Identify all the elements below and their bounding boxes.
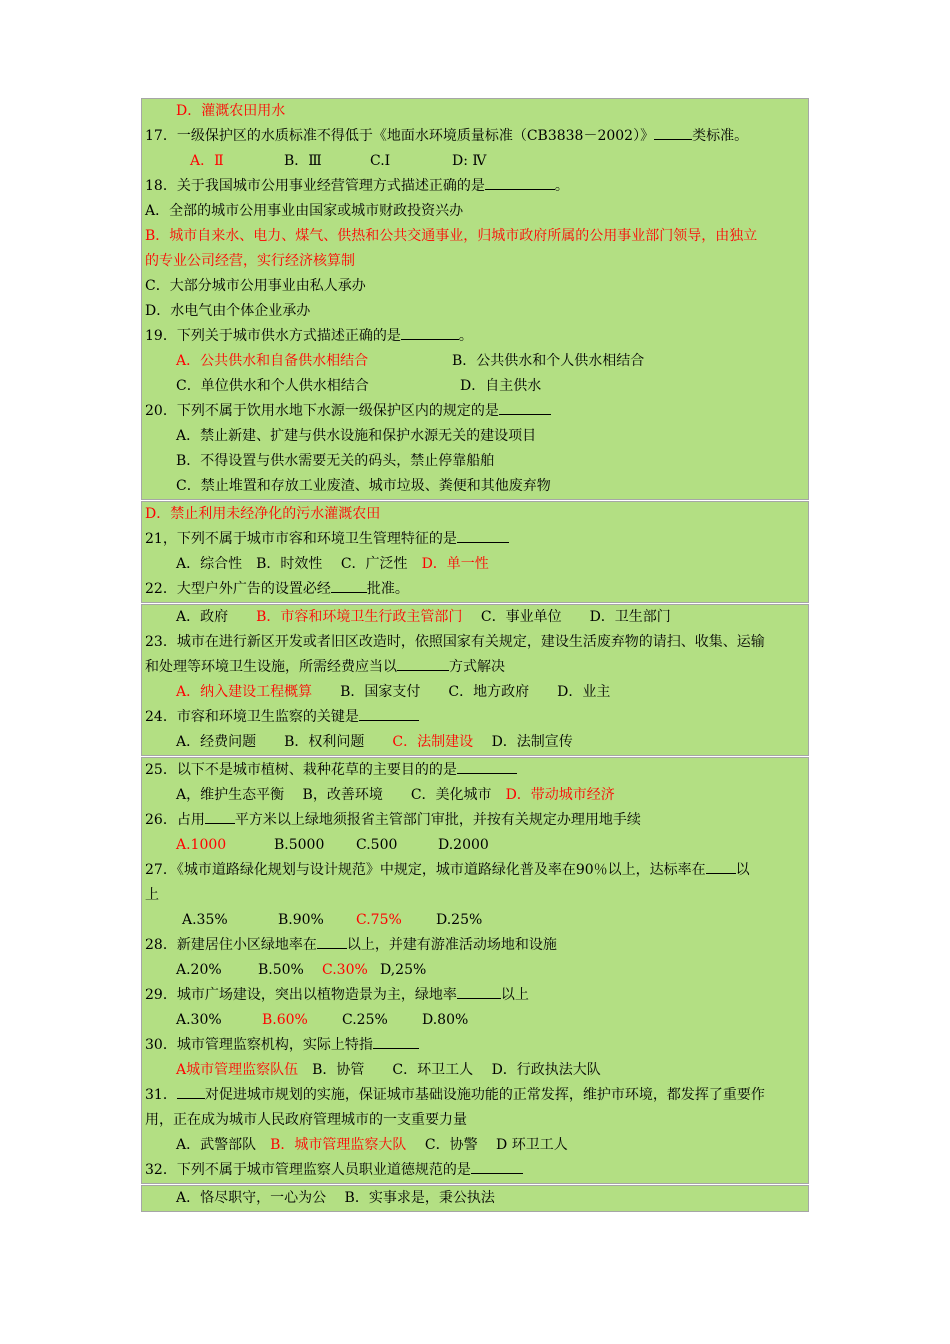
question-text: C．事业单位 D．卫生部门 (462, 609, 671, 625)
answer-blank (457, 761, 517, 774)
correct-answer-text: C.75% (356, 912, 402, 928)
answer-blank (373, 1036, 419, 1049)
question-text: C.Ⅰ (370, 153, 391, 169)
text-line (142, 349, 808, 374)
question-text: 。 (458, 328, 473, 344)
text-line (142, 1033, 808, 1058)
question-text: 22．大型户外广告的设置必经 (145, 581, 331, 597)
question-text: 19．下列关于城市供水方式描述正确的是 (145, 328, 401, 344)
question-text: C．单位供水和个人供水相结合 (176, 378, 369, 394)
correct-answer-text: B．城市自来水、电力、煤气、供热和公共交通事业，归城市政府所属的公用事业部门领导，由独立 (145, 228, 758, 244)
question-text: 17．一级保护区的水质标准不得低于《地面水环境质量标准（CB3838－2002）》 (145, 128, 655, 144)
question-text: 24．市容和环境卫生监察的关键是 (145, 709, 359, 725)
question-text: 。 (554, 178, 569, 194)
text-line (142, 630, 808, 655)
question-text: 上 (145, 887, 159, 903)
question-text: A．综合性 B．时效性 C．广泛性 (176, 556, 422, 572)
question-text: 用，正在成为城市人民政府管理城市的一支重要力量 (145, 1112, 467, 1128)
text-line (142, 424, 808, 449)
question-text: A.20% (176, 962, 222, 978)
question-text: C.25% (342, 1012, 388, 1028)
question-text: A．政府 (176, 609, 257, 625)
text-line (142, 1133, 808, 1158)
question-text: 对促进城市规划的实施，保证城市基础设施功能的正常发挥，维护市环境，都发挥了重要作 (204, 1087, 765, 1103)
question-text: 批准。 (366, 581, 409, 597)
answer-blank (457, 986, 501, 999)
answer-blank (205, 811, 235, 824)
question-text: B．不得设置与供水需要无关的码头，禁止停靠船舶 (176, 453, 495, 469)
answer-blank (485, 177, 555, 190)
correct-answer-text: B．市容和环境卫生行政主管部门 (256, 609, 463, 625)
question-text: 方式解决 (449, 659, 505, 675)
question-text: B．Ⅲ (284, 153, 322, 169)
correct-answer-text: A．公共供水和自备供水相结合 (176, 353, 369, 369)
text-line (142, 858, 808, 883)
text-line (142, 605, 808, 630)
text-line (142, 1058, 808, 1083)
correct-answer-text: A城市管理监察队伍 (176, 1062, 299, 1078)
text-line (142, 149, 808, 174)
question-text: D．法制宣传 (473, 734, 573, 750)
answer-blank (177, 1086, 205, 1099)
question-text: A．恪尽职守，一心为公 B．实事求是，秉公执法 (176, 1190, 495, 1206)
text-line (142, 1083, 808, 1108)
text-line (142, 933, 808, 958)
question-text: A.30% (176, 1012, 222, 1028)
question-text: A，维护生态平衡 B，改善环境 C．美化城市 (176, 787, 506, 803)
question-text: 以上 (500, 987, 529, 1003)
question-text: B.50% (258, 962, 304, 978)
question-text: B.5000 (274, 837, 325, 853)
correct-answer-text: C．法制建设 (392, 734, 474, 750)
question-block (141, 1185, 809, 1212)
question-text: 31． (145, 1087, 177, 1103)
text-line (142, 249, 808, 274)
text-line (142, 124, 808, 149)
question-text: 27．《城市道路绿化规划与设计规范》中规定，城市道路绿化普及率在90％以上，达标率在 (145, 862, 706, 878)
correct-answer-text: D．禁止利用未经净化的污水灌溉农田 (145, 506, 381, 522)
text-line (142, 655, 808, 680)
text-line (142, 224, 808, 249)
text-line (142, 552, 808, 577)
answer-blank (331, 580, 367, 593)
text-line (142, 99, 808, 124)
text-line (142, 274, 808, 299)
question-text: B.90% (278, 912, 324, 928)
question-text: 25．以下不是城市植树、栽种花草的主要目的的是 (145, 762, 457, 778)
text-line (142, 199, 808, 224)
answer-blank (654, 127, 692, 140)
text-line (142, 474, 808, 499)
text-line (142, 324, 808, 349)
text-line (142, 1186, 808, 1211)
question-text: 以 (735, 862, 750, 878)
question-text: D.80% (422, 1012, 469, 1028)
text-line (142, 174, 808, 199)
answer-blank (359, 708, 419, 721)
text-line (142, 1158, 808, 1183)
question-text: 以上，并建有游准活动场地和设施 (346, 937, 557, 953)
text-line (142, 1108, 808, 1133)
question-block (141, 98, 809, 500)
correct-answer-text: B．城市管理监察大队 (270, 1137, 407, 1153)
text-line (142, 758, 808, 783)
question-text: 类标准。 (692, 128, 749, 144)
question-text: D．水电气由个体企业承办 (145, 303, 311, 319)
text-line (142, 680, 808, 705)
question-text: D.25% (436, 912, 483, 928)
question-text: D,25% (380, 962, 427, 978)
question-text: A．经费问题 B．权利问题 (176, 734, 393, 750)
question-text: 23．城市在进行新区开发或者旧区改造时，依照国家有关规定，建设生活废弃物的请扫、收集、运输 (145, 634, 765, 650)
text-line (142, 833, 808, 858)
question-text: A．禁止新建、扩建与供水设施和保护水源无关的建设项目 (176, 428, 537, 444)
question-text: A．全部的城市公用事业由国家或城市财政投资兴办 (145, 203, 464, 219)
correct-answer-text: A．纳入建设工程概算 (176, 684, 313, 700)
text-line (142, 577, 808, 602)
answer-blank (397, 658, 449, 671)
text-line (142, 527, 808, 552)
question-text: 28．新建居住小区绿地率在 (145, 937, 317, 953)
question-block (141, 604, 809, 756)
question-text: C．大部分城市公用事业由私人承办 (145, 278, 366, 294)
question-text: C．禁止堆置和存放工业废渣、城市垃圾、粪便和其他废弃物 (176, 478, 551, 494)
correct-answer-text: A．Ⅱ (190, 153, 224, 169)
question-text: D: Ⅳ (452, 153, 487, 169)
question-text: 20．下列不属于饮用水地下水源一级保护区内的规定的是 (145, 403, 499, 419)
text-line (142, 374, 808, 399)
answer-blank (471, 1161, 523, 1174)
correct-answer-text: D．灌溉农田用水 (176, 103, 286, 119)
question-text: C.500 (356, 837, 398, 853)
text-line (142, 730, 808, 755)
text-line (142, 399, 808, 424)
question-text: B．协管 C．环卫工人 D．行政执法大队 (298, 1062, 601, 1078)
question-text: A．武警部队 (176, 1137, 271, 1153)
question-text: 和处理等环境卫生设施，所需经费应当以 (145, 659, 397, 675)
correct-answer-text: C.30% (322, 962, 368, 978)
question-text: 平方米以上绿地须报省主管部门审批，并按有关规定办理用地手续 (234, 812, 641, 828)
exam-page (141, 98, 809, 1213)
question-text: 32．下列不属于城市管理监察人员职业道德规范的是 (145, 1162, 471, 1178)
text-line (142, 908, 808, 933)
question-text: B．公共供水和个人供水相结合 (452, 353, 645, 369)
text-line (142, 1008, 808, 1033)
text-line (142, 705, 808, 730)
text-line (142, 983, 808, 1008)
question-text: C．协警 D 环卫工人 (406, 1137, 568, 1153)
text-line (142, 958, 808, 983)
correct-answer-text: B.60% (262, 1012, 308, 1028)
correct-answer-text: 的专业公司经营，实行经济核算制 (145, 253, 355, 269)
answer-blank (499, 402, 551, 415)
question-text: 18．关于我国城市公用事业经营管理方式描述正确的是 (145, 178, 485, 194)
question-text: B．国家支付 C．地方政府 D．业主 (312, 684, 611, 700)
text-line (142, 783, 808, 808)
question-block (141, 501, 809, 603)
question-text: 26．占用 (145, 812, 205, 828)
text-line (142, 808, 808, 833)
answer-blank (401, 327, 459, 340)
correct-answer-text: D．带动城市经济 (505, 787, 615, 803)
text-line (142, 449, 808, 474)
question-text: D．自主供水 (460, 378, 542, 394)
answer-blank (317, 936, 347, 949)
text-line (142, 299, 808, 324)
question-text: D.2000 (438, 837, 489, 853)
question-block (141, 757, 809, 1184)
answer-blank (457, 530, 509, 543)
question-text: 30．城市管理监察机构，实际上特指 (145, 1037, 373, 1053)
question-text: 21，下列不属于城市市容和环境卫生管理特征的是 (145, 531, 457, 547)
text-line (142, 883, 808, 908)
text-line (142, 502, 808, 527)
correct-answer-text: D．单一性 (421, 556, 489, 572)
question-text: 29．城市广场建设，突出以植物造景为主，绿地率 (145, 987, 457, 1003)
answer-blank (706, 861, 736, 874)
question-text: A.35% (182, 912, 228, 928)
correct-answer-text: A.1000 (176, 837, 227, 853)
